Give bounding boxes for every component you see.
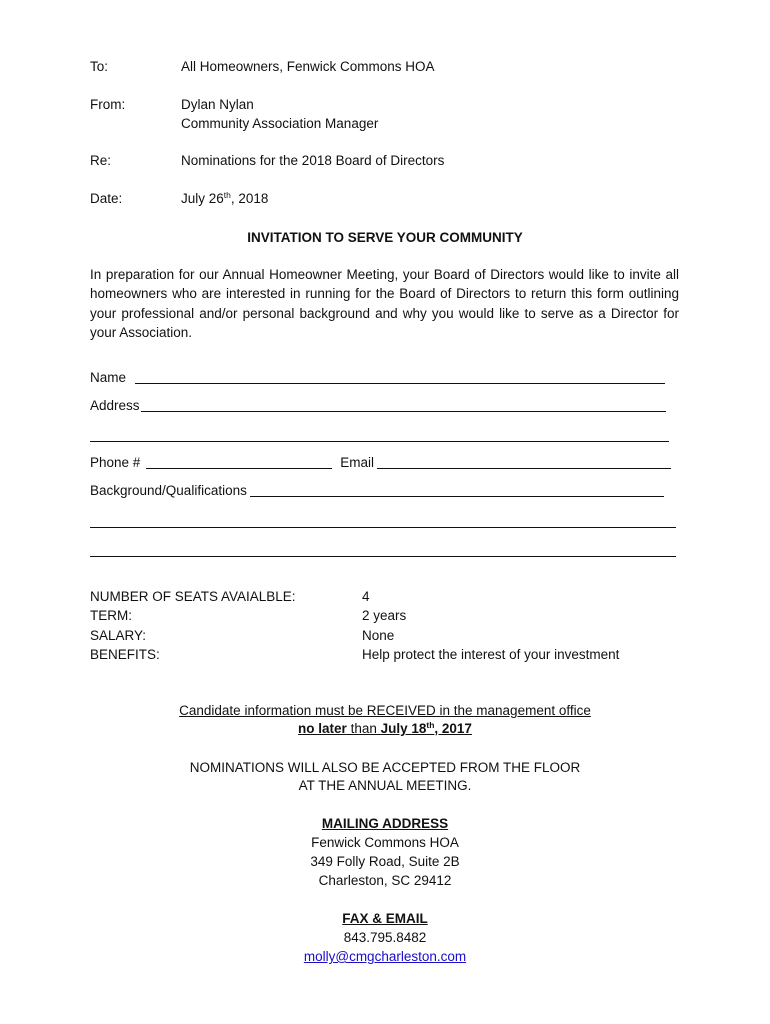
mailing-line-3: Charleston, SC 29412	[318, 873, 452, 888]
date-suffix: th	[223, 190, 231, 200]
address-label: Address	[90, 398, 140, 414]
nominations-line-2: AT THE ANNUAL MEETING.	[298, 778, 472, 793]
email-label: Email	[340, 455, 375, 471]
deadline-line-2	[0, 720, 770, 738]
phone-field[interactable]	[90, 454, 671, 472]
name-line[interactable]	[135, 382, 665, 384]
term-value: 2 years	[362, 608, 407, 624]
salary-value: None	[362, 627, 395, 643]
background-field[interactable]	[90, 482, 664, 500]
re-label: Re:	[90, 153, 112, 168]
background-line-2[interactable]	[90, 527, 676, 528]
from-value	[181, 96, 378, 133]
from-label: From:	[90, 97, 126, 112]
background-line[interactable]	[250, 495, 664, 497]
background-line-3[interactable]	[90, 556, 676, 557]
address-line-2[interactable]	[90, 441, 669, 442]
email-line[interactable]	[377, 467, 671, 469]
salary-label: SALARY:	[90, 627, 147, 643]
benefits-value: Help protect the interest of your investment	[362, 646, 620, 662]
phone-label: Phone #	[90, 455, 141, 471]
deadline-date-suffix: th	[426, 720, 435, 730]
fax-email-heading: FAX & EMAIL	[342, 911, 428, 926]
email-address-row	[0, 948, 770, 966]
invitation-title: INVITATION TO SERVE YOUR COMMUNITY	[247, 230, 523, 245]
name-label: Name	[90, 370, 127, 386]
deadline-line-1: Candidate information must be RECEIVED in the management office	[179, 703, 591, 718]
date-label: Date:	[90, 191, 123, 206]
address-line[interactable]	[141, 410, 666, 412]
to-label: To:	[90, 59, 109, 74]
name-field[interactable]	[90, 369, 665, 387]
date-year: , 2018	[230, 191, 269, 206]
from-title: Community Association Manager	[181, 115, 379, 131]
deadline-date-prefix: July 18	[380, 721, 427, 736]
date-prefix: July 26	[181, 191, 224, 206]
intro-paragraph: In preparation for our Annual Homeowner Meeting, your Board of Directors would like to invite all homeowners who are interested in running for the Board of Directors to return this form outlining your professional and/or personal background and why you would like to serve as a Director for your Association.	[90, 267, 679, 341]
background-label: Background/Qualifications	[90, 483, 247, 499]
from-name: Dylan Nylan	[181, 97, 254, 112]
seats-label: NUMBER OF SEATS AVAIALBLE:	[90, 589, 296, 604]
benefits-label: BENEFITS:	[90, 646, 160, 662]
mailing-heading: MAILING ADDRESS	[321, 816, 449, 831]
than-text: than	[346, 721, 381, 736]
deadline-date-year: , 2017	[434, 721, 472, 736]
address-field[interactable]	[90, 397, 666, 415]
re-value: Nominations for the 2018 Board of Directors	[181, 153, 445, 168]
fax-number: 843.795.8482	[343, 930, 427, 945]
phone-line[interactable]	[146, 467, 332, 469]
to-value: All Homeowners, Fenwick Commons HOA	[181, 59, 435, 74]
no-later-text: no later	[298, 721, 347, 736]
seats-value: 4	[362, 589, 370, 604]
nominations-line-1: NOMINATIONS WILL ALSO BE ACCEPTED FROM THE FLOOR	[189, 760, 581, 775]
term-label: TERM:	[90, 608, 132, 624]
mailing-line-1: Fenwick Commons HOA	[311, 835, 459, 850]
mailing-line-2: 349 Folly Road, Suite 2B	[310, 854, 460, 869]
date-value	[181, 190, 268, 208]
deadline-date	[381, 721, 472, 736]
email-link[interactable]: molly@cmgcharleston.com	[303, 949, 467, 964]
